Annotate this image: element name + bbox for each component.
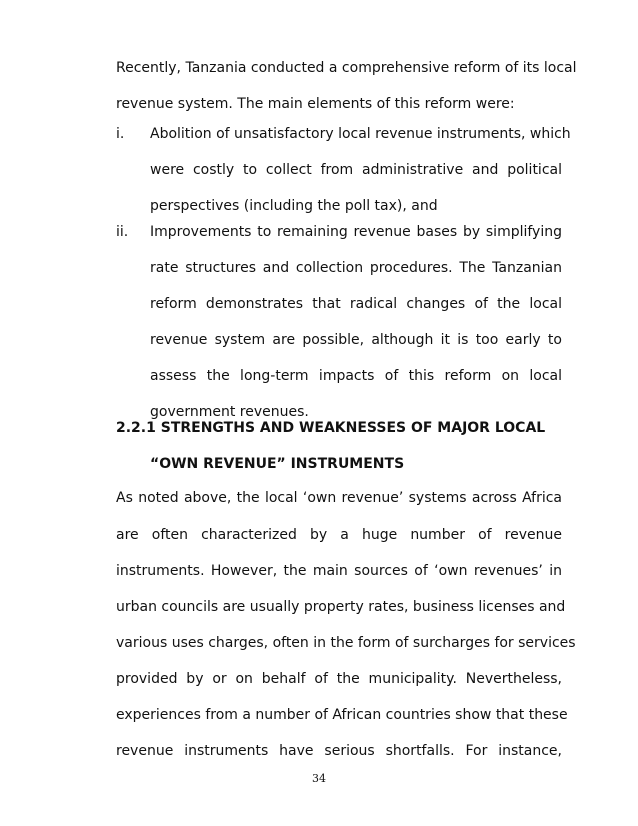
- list-line: perspectives (including the poll tax), and: [150, 198, 438, 214]
- list-line: were costly to collect from administrative and political: [150, 162, 562, 178]
- body-line: As noted above, the local ‘own revenue’ systems across Africa: [116, 490, 562, 506]
- body-line: various uses charges, often in the form of surcharges for services: [116, 635, 576, 651]
- list-marker: ii.: [116, 224, 129, 240]
- section-heading: 2.2.1 STRENGTHS AND WEAKNESSES OF MAJOR LOCAL: [116, 420, 546, 436]
- list-line: Abolition of unsatisfactory local revenue instruments, which: [150, 126, 571, 142]
- list-line: reform demonstrates that radical changes of the local: [150, 296, 562, 312]
- list-marker: i.: [116, 126, 125, 142]
- intro-line: revenue system. The main elements of this reform were:: [116, 96, 515, 112]
- list-line: Improvements to remaining revenue bases by simplifying: [150, 224, 562, 240]
- body-line: provided by or on behalf of the municipality. Nevertheless,: [116, 671, 562, 687]
- body-line: revenue instruments have serious shortfalls. For instance,: [116, 743, 562, 759]
- intro-line: Recently, Tanzania conducted a comprehensive reform of its local: [116, 60, 577, 76]
- body-line: experiences from a number of African countries show that these: [116, 707, 568, 723]
- list-line: assess the long-term impacts of this reform on local: [150, 368, 562, 384]
- section-heading-continued: “OWN REVENUE” INSTRUMENTS: [150, 456, 405, 472]
- body-line: urban councils are usually property rates, business licenses and: [116, 599, 566, 615]
- body-line: are often characterized by a huge number of revenue: [116, 527, 562, 543]
- body-line: instruments. However, the main sources of ‘own revenues’ in: [116, 563, 562, 579]
- list-line: revenue system are possible, although it is too early to: [150, 332, 562, 348]
- list-line: rate structures and collection procedures. The Tanzanian: [150, 260, 562, 276]
- page-number: 34: [312, 772, 326, 785]
- list-line: government revenues.: [150, 404, 309, 420]
